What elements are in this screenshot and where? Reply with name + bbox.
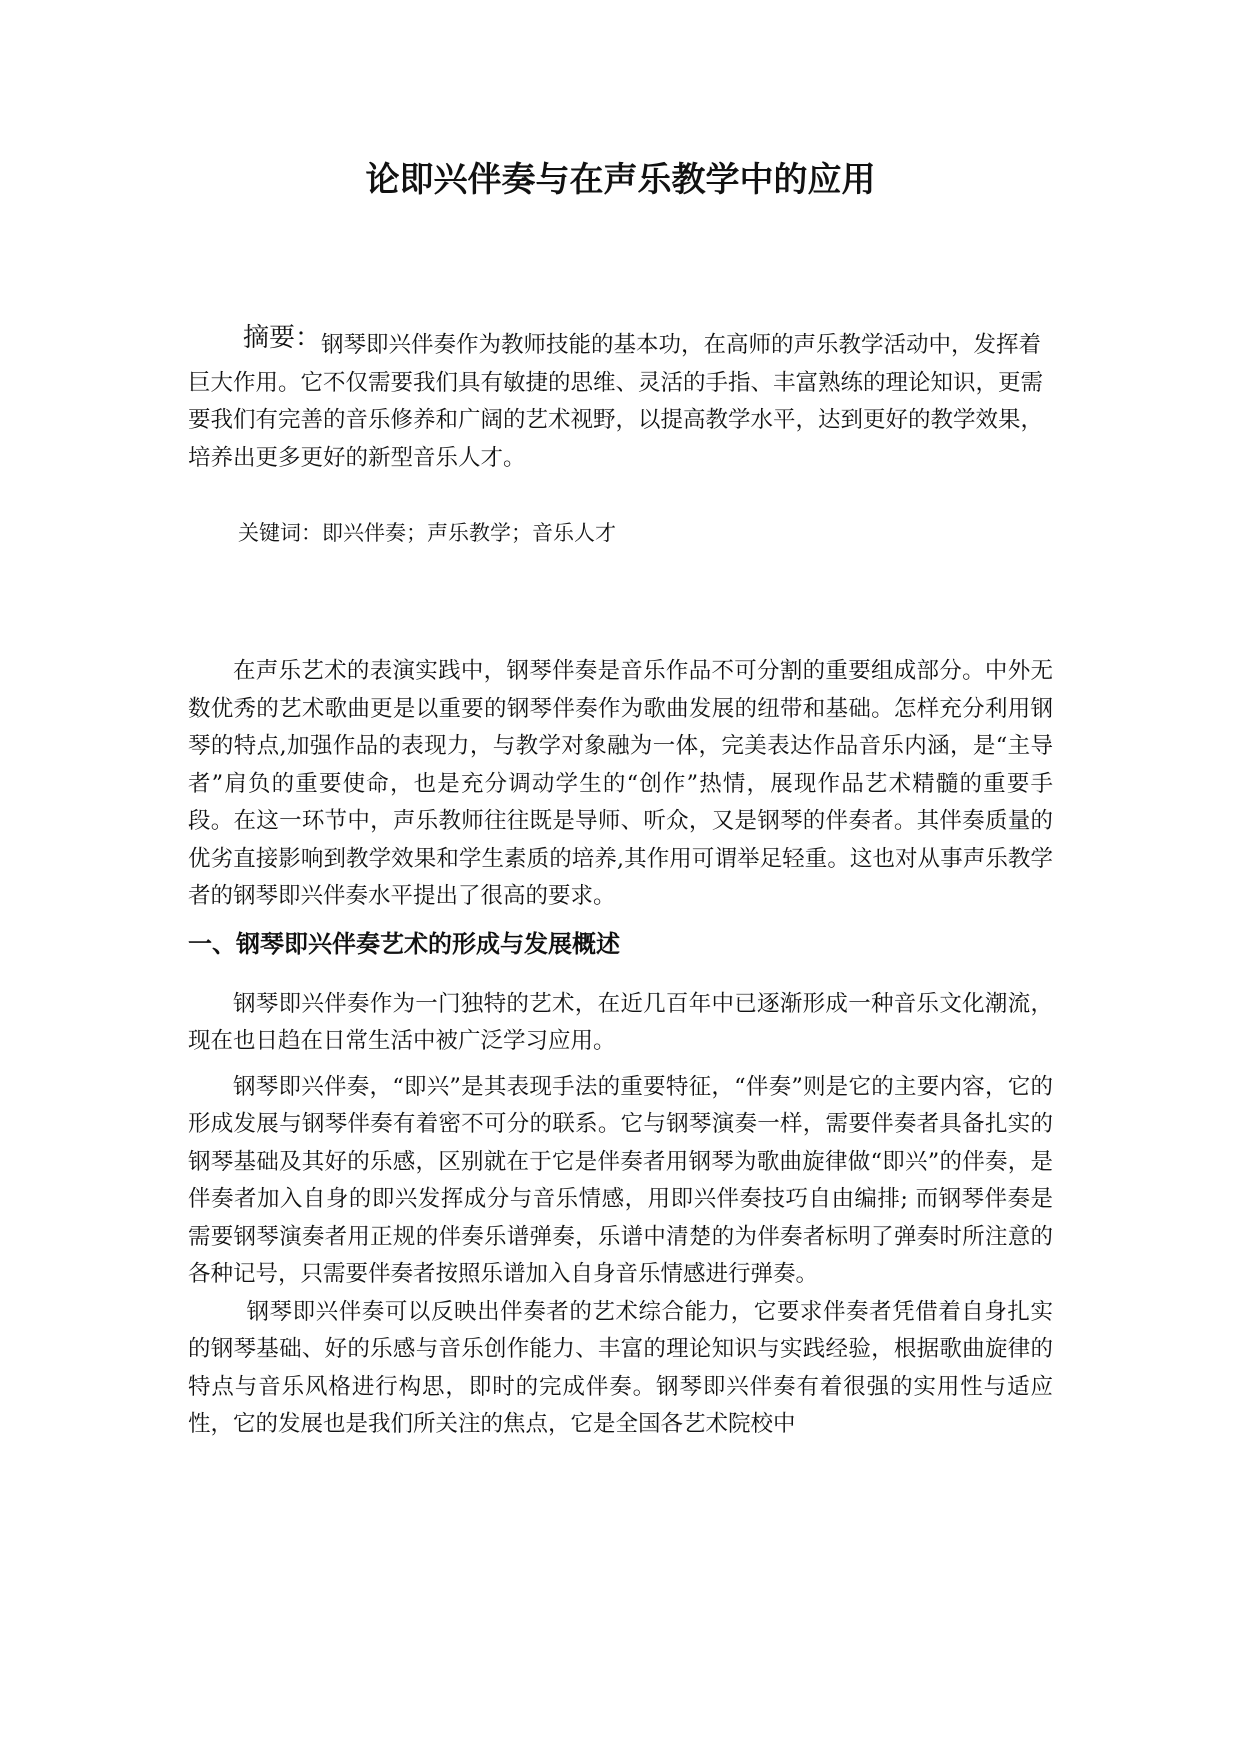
abstract-block <box>188 323 1053 477</box>
section-paragraph-2: 钢琴即兴伴奏，“即兴”是其表现手法的重要特征，“伴奏”则是它的主要内容，它的形成发展与钢琴伴奏有着密不可分的联系。它与钢琴演奏一样，需要伴奏者具备扎实的钢琴基础及其好的乐感，区别就在于它是伴奏者用钢琴为歌曲旋律做“即兴”的伴奏，是伴奏者加入自身的即兴发挥成分与音乐情感，用即兴伴奏技巧自由编排; 而钢琴伴奏是需要钢琴演奏者用正规的伴奏乐谱弹奏，乐谱中清楚的为伴奏者标明了弹奏时所注意的各种记号，只需要伴奏者按照乐谱加入自身音乐情感进行弹奏。 <box>188 1073 1053 1287</box>
section-paragraph-1: 钢琴即兴伴奏作为一门独特的艺术，在近几百年中已逐渐形成一种音乐文化潮流，现在也日趋在日常生活中被广泛学习应用。 <box>188 990 1053 1054</box>
abstract-label: 摘要： <box>243 323 322 353</box>
section-heading: 一、钢琴即兴伴奏艺术的形成与发展概述 <box>188 929 620 958</box>
section-paragraph-3: 钢琴即兴伴奏可以反映出伴奏者的艺术综合能力，它要求伴奏者凭借着自身扎实的钢琴基础、好的乐感与音乐创作能力、丰富的理论知识与实践经验，根据歌曲旋律的特点与音乐风格进行构思，即时的完成伴奏。钢琴即兴伴奏有着很强的实用性与适应性，它的发展也是我们所关注的焦点，它是全国各艺术院校中 <box>188 1298 1053 1437</box>
abstract-text: 钢琴即兴伴奏作为教师技能的基本功，在高师的声乐教学活动中，发挥着巨大作用。它不仅需要我们具有敏捷的思维、灵活的手指、丰富熟练的理论知识，更需要我们有完善的音乐修养和广阔的艺术视野，以提高教学水平，达到更好的教学效果，培养出更多更好的新型音乐人才。 <box>188 332 1044 471</box>
body-text <box>188 653 1053 1444</box>
document-title: 论即兴伴奏与在声乐教学中的应用 <box>365 160 876 200</box>
keywords-line: 关键词：即兴伴奏；声乐教学；音乐人才 <box>238 521 616 545</box>
intro-paragraph: 在声乐艺术的表演实践中，钢琴伴奏是音乐作品不可分割的重要组成部分。中外无数优秀的艺术歌曲更是以重要的钢琴伴奏作为歌曲发展的纽带和基础。怎样充分利用钢琴的特点,加强作品的表现力，与教学对象融为一体，完美表达作品音乐内涵，是“主导者”肩负的重要使命，也是充分调动学生的“创作”热情，展现作品艺术精髓的重要手段。在这一环节中，声乐教师往往既是导师、听众，又是钢琴的伴奏者。其伴奏质量的优劣直接影响到教学效果和学生素质的培养,其作用可谓举足轻重。这也对从事声乐教学者的钢琴即兴伴奏水平提出了很高的要求。 <box>188 658 1053 909</box>
